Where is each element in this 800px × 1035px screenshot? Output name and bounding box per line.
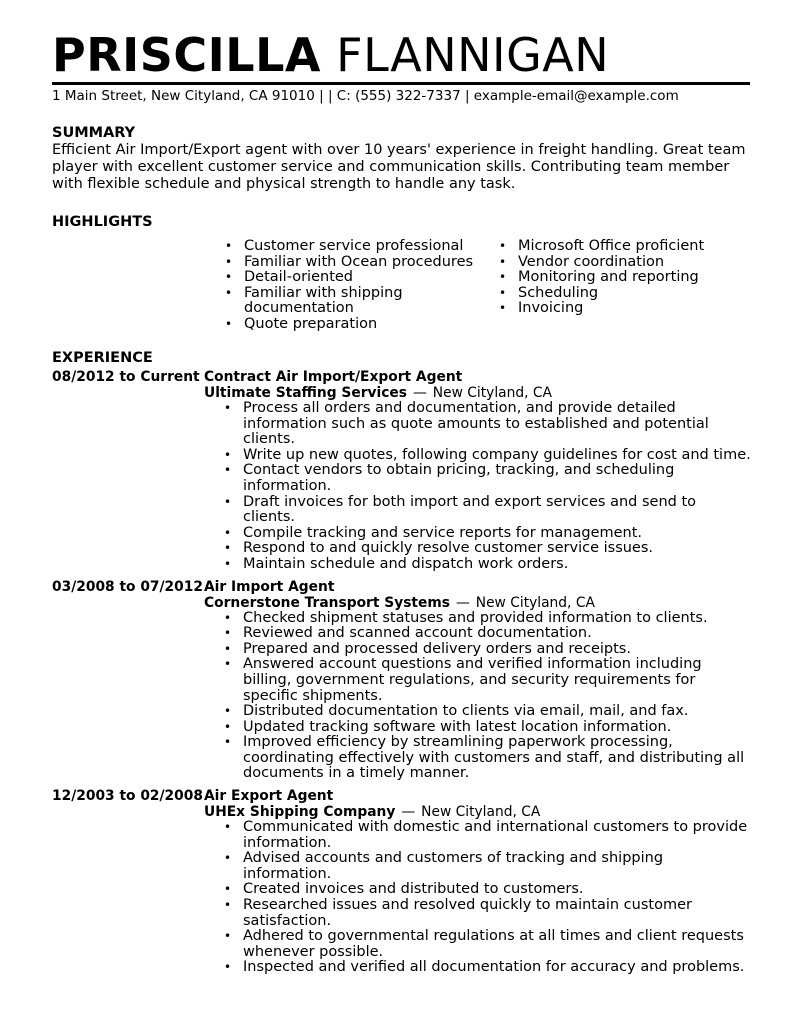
job-details [204,579,752,783]
job-company: UHEx Shipping Company [204,804,396,821]
bullet-icon: • [224,401,232,415]
dash-separator: — [401,804,416,821]
bullet-icon: • [499,254,507,269]
duty-item [224,656,752,704]
job-company-line [204,595,752,611]
bullet-icon: • [224,898,232,913]
job-duties [204,611,752,783]
duty-item [224,703,752,720]
bullet-icon: • [224,851,232,866]
bullet-icon: • [224,929,232,944]
highlight-item [225,253,489,271]
duty-item [224,446,752,464]
duty-item-text: Created invoices and distributed to customers. [243,881,584,898]
highlights-list [52,239,752,331]
duty-item-text: Prepared and processed delivery orders and receipts. [243,640,631,657]
duty-item [224,493,752,526]
bullet-icon: • [224,541,232,556]
duty-item [224,640,752,658]
experience-list [52,369,752,976]
highlight-item [499,253,748,271]
bullet-icon: • [225,239,233,253]
duty-item-text: Respond to and quickly resolve customer service issues. [243,540,654,557]
duty-item-text: Draft invoices for both import and export services and send to clients. [243,493,696,526]
header-divider [52,82,750,85]
bullet-icon: • [225,270,233,285]
job-details [204,369,752,573]
bullet-icon: • [499,285,507,300]
duty-item [224,400,752,448]
duty-item-text: Adhered to governmental regulations at all times and client requests whenever possible. [243,928,744,960]
duty-item-text: Write up new quotes, following company guidelines for cost and time. [243,446,751,463]
duty-item [224,881,752,898]
job-location: New Cityland, CA [475,594,595,611]
duty-item [224,609,752,627]
highlight-item-text: Vendor coordination [518,253,665,270]
bullet-icon: • [224,882,232,897]
highlight-item [225,315,489,333]
bullet-icon: • [499,239,507,253]
highlight-item-text: Microsoft Office proficient [518,238,705,254]
highlight-item [225,269,489,286]
highlight-item [225,284,489,317]
duty-item [224,718,752,736]
job-title: Air Import Agent [204,578,335,595]
job-company: Cornerstone Transport Systems [204,594,450,611]
first-name: PRISCILLA [52,28,321,82]
duty-item-text: Updated tracking software with latest location information. [243,718,672,735]
highlight-item-text: Detail-oriented [244,269,353,286]
job-duties [204,820,752,976]
highlight-item [499,300,748,317]
job-details [204,788,752,976]
highlight-item-text: Quote preparation [244,315,378,332]
duty-item-text: Advised accounts and customers of tracking and shipping information. [243,850,664,882]
job-company-line [204,804,752,820]
duty-item-text: Improved efficiency by streamlining paperwork processing, coordinating effectively with customers and staff, and distributing all documents in a timely manner. [243,734,745,782]
bullet-icon: • [225,316,233,331]
bullet-icon: • [224,626,232,641]
candidate-name [52,30,752,80]
bullet-icon: • [499,270,507,285]
duty-item-text: Contact vendors to obtain pricing, tracking, and scheduling information. [243,462,675,494]
highlight-item-text: Familiar with Ocean procedures [244,253,474,270]
bullet-icon: • [224,494,232,509]
duty-item [224,462,752,494]
duty-item [224,734,752,782]
bullet-icon: • [224,610,232,625]
duty-item-text: Checked shipment statuses and provided information to clients. [243,609,708,626]
job-title: Contract Air Import/Export Agent [204,369,463,385]
highlight-item-text: Customer service professional [244,238,464,254]
bullet-icon: • [224,960,232,975]
bullet-icon: • [224,525,232,540]
bullet-icon: • [225,254,233,269]
highlights-heading: HIGHLIGHTS [52,214,153,230]
duty-item [224,555,752,573]
summary-heading: SUMMARY [52,125,136,141]
highlight-item-text: Invoicing [518,300,584,317]
duty-item-text: Communicated with domestic and international customers to provide information. [243,819,748,851]
highlight-item-text: Monitoring and reporting [518,269,699,286]
job-entry [52,788,752,976]
duty-item-text: Process all orders and documentation, and provide detailed information such as quote amounts to established and potential clients. [243,400,709,448]
job-entry [52,369,752,573]
job-dates: 12/2003 to 02/2008 [52,788,203,805]
job-company: Ultimate Staffing Services [204,385,407,401]
bullet-icon: • [224,463,232,478]
dash-separator: — [413,385,427,401]
highlight-item [499,269,748,286]
bullet-icon: • [224,641,232,656]
job-location: New Cityland, CA [421,804,541,821]
duty-item [224,928,752,960]
summary-text: Efficient Air Import/Export agent with over 10 years' experience in freight handling. Great team player with excellent customer service and communication skills. Contributing team member with flexible schedule and physical strength to handle any task. [52,142,746,192]
bullet-icon: • [224,704,232,719]
highlights-column-1 [225,238,489,333]
experience-heading: EXPERIENCE [52,350,153,366]
duty-item [224,540,752,557]
highlight-item [499,238,748,255]
bullet-icon: • [224,820,232,835]
duty-item-text: Maintain schedule and dispatch work orders. [243,555,569,572]
job-dates: 03/2008 to 07/2012 [52,578,203,595]
job-location: New Cityland, CA [432,385,552,401]
duty-item [224,959,752,976]
highlight-item-text: Familiar with shipping documentation [244,284,403,317]
job-title: Air Export Agent [204,788,334,805]
duty-item [224,625,752,642]
duty-item [224,819,752,851]
job-entry [52,579,752,783]
duty-item [224,524,752,542]
duty-item-text: Answered account questions and verified information including billing, government regulations, and security requirements for specific shipments. [243,656,702,704]
bullet-icon: • [224,657,232,672]
bullet-icon: • [225,285,233,300]
duty-item-text: Reviewed and scanned account documentation. [243,625,592,642]
bullet-icon: • [224,556,232,571]
highlight-item [225,238,489,255]
duty-item [224,897,752,929]
highlight-item [499,284,748,302]
bullet-icon: • [224,719,232,734]
duty-item-text: Distributed documentation to clients via email, mail, and fax. [243,703,689,720]
duty-item-text: Researched issues and resolved quickly to maintain customer satisfaction. [243,897,692,929]
bullet-icon: • [224,735,232,750]
contact-info: 1 Main Street, New Cityland, CA 91010 | | C: (555) 322-7337 | example-email@example.com [52,88,679,104]
duty-item-text: Inspected and verified all documentation for accuracy and problems. [243,959,745,976]
resume-page [52,30,752,976]
dash-separator: — [455,594,470,611]
job-dates: 08/2012 to Current [52,369,200,385]
duty-item-text: Compile tracking and service reports for management. [243,524,643,541]
job-company-line [204,385,752,401]
bullet-icon: • [499,301,507,316]
bullet-icon: • [224,447,232,462]
duty-item [224,850,752,882]
highlights-column-2 [499,238,748,317]
highlight-item-text: Scheduling [518,284,599,301]
job-duties [204,401,752,573]
last-name: FLANNIGAN [336,28,610,82]
